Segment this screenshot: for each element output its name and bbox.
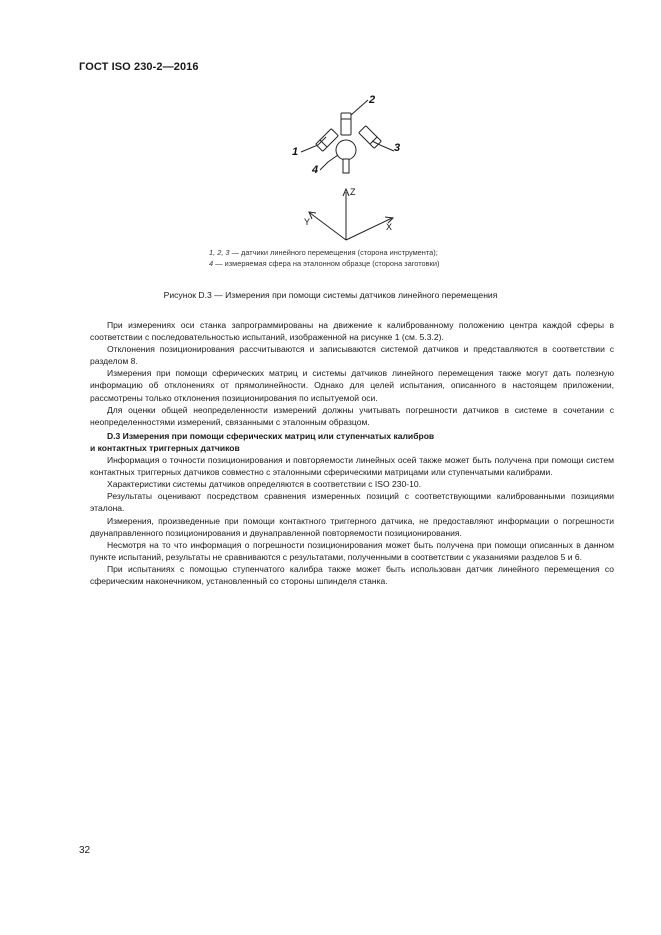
figure-legend xyxy=(209,248,439,269)
axis-x-label: X xyxy=(386,222,393,232)
paragraph: Отклонения позиционирования рассчитываются и записываются системой датчиков и представляются в соответствии с разделом 8. xyxy=(90,344,614,367)
legend-item xyxy=(209,259,439,270)
document-header: ГОСТ ISO 230-2—2016 xyxy=(79,61,199,73)
axis-y-label: Y xyxy=(304,217,311,227)
document-body xyxy=(90,319,614,587)
heading-line: и контактных триггерных датчиков xyxy=(90,442,240,453)
figure-d3-diagram xyxy=(280,85,420,243)
axis-z-label: Z xyxy=(350,187,356,197)
legend-num: 1, 2, 3 xyxy=(209,248,230,257)
paragraph: Измерения, произведенные при помощи контактного триггерного датчика, не предоставляют информации о погрешности двунаправленного позиционирования и двунаправленной повторяемости позиционирования. xyxy=(90,515,614,538)
paragraph: Информация о точности позиционирования и повторяемости линейных осей также может быть получена при помощи систем контактных триггерных датчиков совместно с эталонными сферическими матрицами или ступенчатыми калибрами. xyxy=(90,455,614,478)
label-3: 3 xyxy=(394,142,401,154)
legend-num: 4 xyxy=(209,258,214,268)
paragraph: При измерениях оси станка запрограммированы на движение к калиброванному положению центра каждой сферы в соответствии с последовательностью испытаний, изображенной на рисунке 1 (см. 5.3.2). xyxy=(90,320,614,343)
legend-text: — датчики линейного перемещения (сторона инструмента); xyxy=(229,248,438,257)
paragraph: При испытаниях с помощью ступенчатого калибра также может быть использован датчик линейного перемещения со сферическим наконечником, установленный со стороны шпинделя станка. xyxy=(90,563,614,586)
sensor-3-icon xyxy=(359,126,382,149)
sensor-2-icon xyxy=(341,113,351,135)
page-number: 32 xyxy=(79,845,91,856)
sphere-4-icon xyxy=(336,140,356,173)
legend-text: — измеряемая сфера на эталонном образце (сторона заготовки) xyxy=(213,258,440,268)
label-1: 1 xyxy=(292,146,299,158)
label-4: 4 xyxy=(312,164,319,176)
figure-caption: Рисунок D.3 — Измерения при помощи системы датчиков линейного перемещения xyxy=(163,290,498,300)
paragraph: Для оценки общей неопределенности измерений должны учитывать погрешности датчиков в системе в сочетании с неопределенностями измерений, связанными с эталонным образцом. xyxy=(90,404,614,427)
label-2: 2 xyxy=(369,94,376,106)
section-heading xyxy=(90,430,614,454)
paragraph: Несмотря на то что информация о погрешности позиционирования может быть получена при помощи описанных в данном пункте испытаний, результаты не сравниваются с результатами, полученными в соответствии с указаниями разделов 5 и 6. xyxy=(90,539,614,562)
sensor-1-icon xyxy=(316,129,339,152)
legend-item xyxy=(209,248,439,259)
heading-line: D.3 Измерения при помощи сферических матриц или ступенчатых калибров xyxy=(107,430,435,441)
paragraph: Результаты оценивают посредством сравнения измеренных позиций с соответствующими калиброванными позициями эталона. xyxy=(90,491,614,514)
paragraph: Измерения при помощи сферических матриц и системы датчиков линейного перемещения также могут дать полезную информацию об отклонениях от прямолинейности. Однако для целей испытания, описанного в настоящем приложении, рассмотрены только отклонения позиционирования по испытуемой оси. xyxy=(90,368,614,403)
paragraph: Характеристики системы датчиков определяются в соответствии с ISO 230-10. xyxy=(107,479,421,490)
